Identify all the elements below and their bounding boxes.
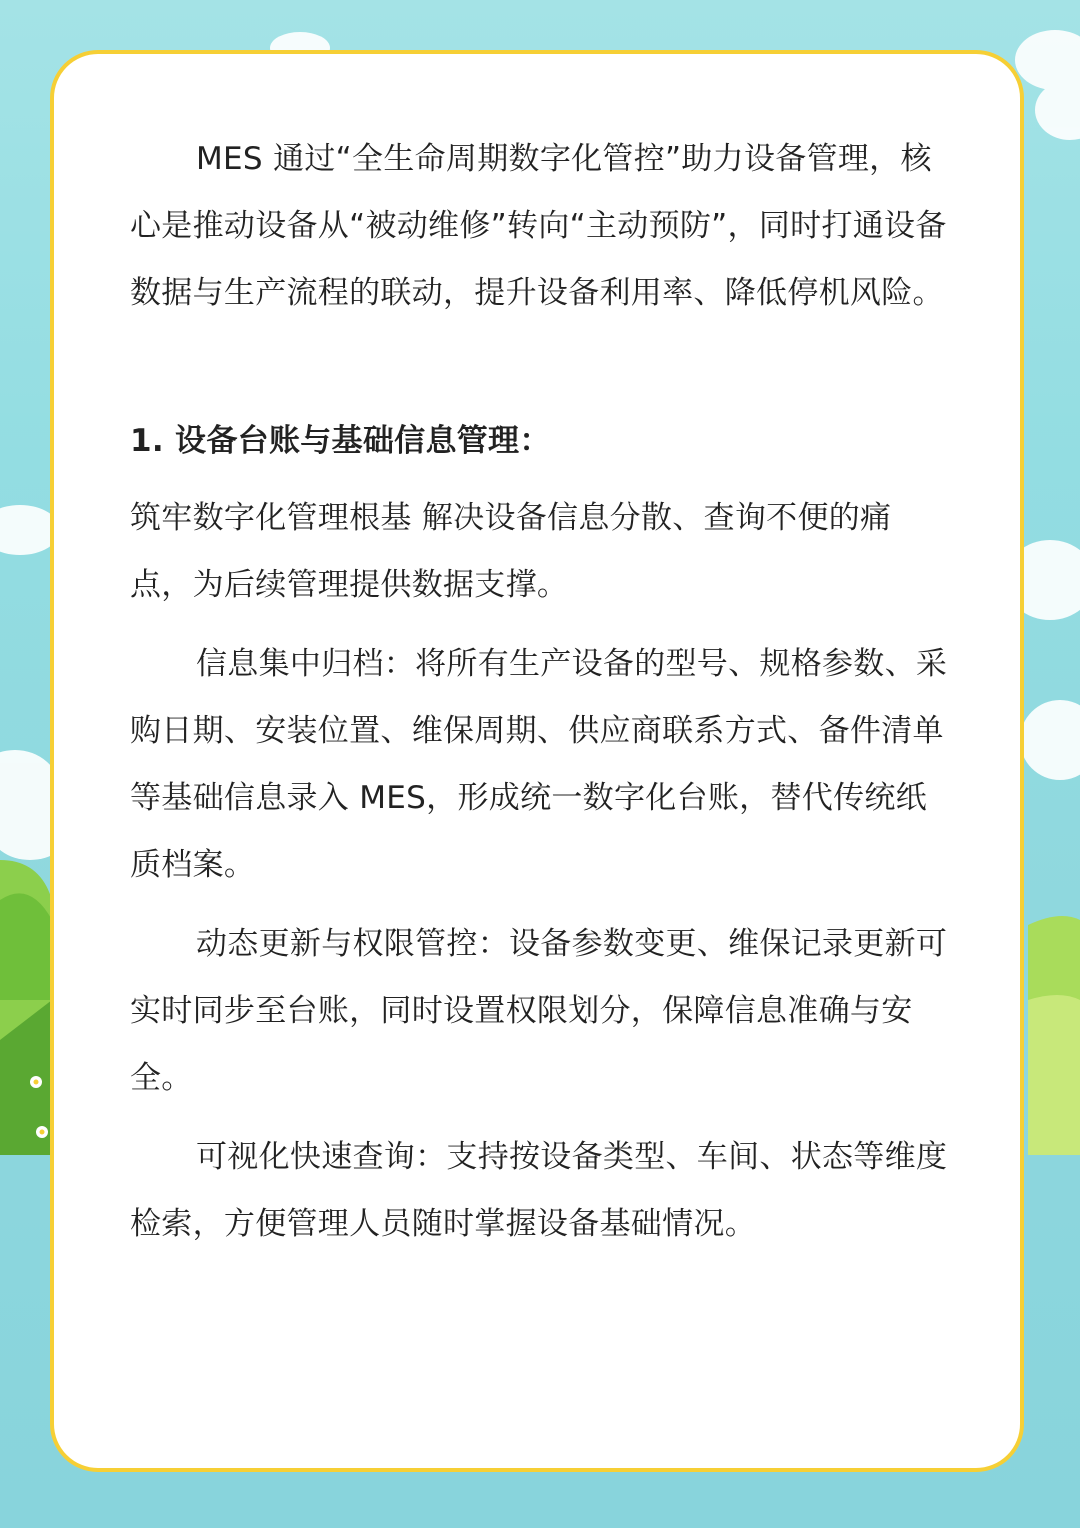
right-hill	[1028, 916, 1080, 1155]
list-item: 可视化快速查询：支持按设备类型、车间、状态等维度检索，方便管理人员随时掌握设备基础情况。	[130, 1139, 948, 1242]
left-hill	[0, 860, 52, 1155]
list-item: 信息集中归档：将所有生产设备的型号、规格参数、采购日期、安装位置、维保周期、供应商联系方式、备件清单等基础信息录入 MES，形成统一数字化台账，替代传统纸质档案。	[130, 646, 948, 883]
list-item: 动态更新与权限管控：设备参数变更、维保记录更新可实时同步至台账，同时设置权限划分，保障信息准确与安全。	[130, 926, 948, 1096]
section-summary: 筑牢数字化管理根基 解决设备信息分散、查询不便的痛点，为后续管理提供数据支撑。	[130, 500, 892, 603]
intro-paragraph: MES 通过“全生命周期数字化管控”助力设备管理，核心是推动设备从“被动维修”转向“主动预防”，同时打通设备数据与生产流程的联动，提升设备利用率、降低停机风险。	[130, 141, 947, 311]
section-heading: 1. 设备台账与基础信息管理：	[130, 423, 551, 459]
article-body	[130, 126, 950, 1258]
